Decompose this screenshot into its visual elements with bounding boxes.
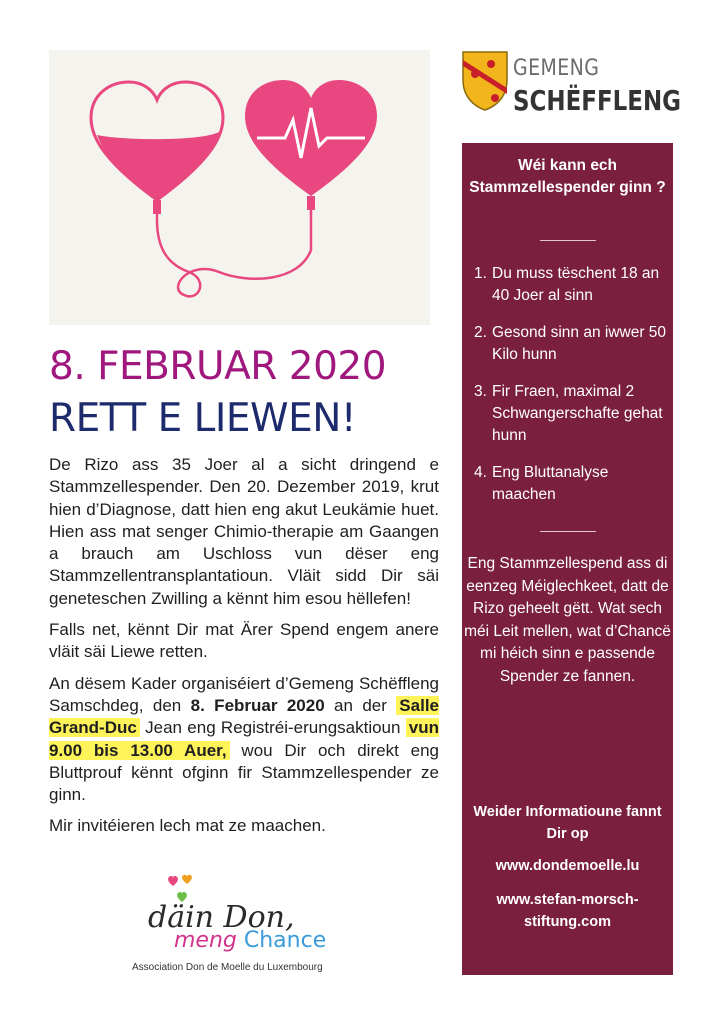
- body-paragraph-3: [49, 673, 439, 807]
- body-paragraph-4: Mir invitéieren lech mat ze maachen.: [49, 816, 326, 836]
- logo-word-chance: Chance: [243, 928, 327, 953]
- list-item: [474, 381, 669, 447]
- coat-of-arms-icon: [461, 50, 509, 112]
- hero-illustration: [49, 50, 430, 325]
- sidebar-paragraph: Eng Stammzellespend ass di eenzeg Méiglechkeet, datt de Rizo geheelt gëtt. Wat sech méi Leit mellen, wat d’Chancë mi héich sinn e passende Spender ze fannen.: [464, 555, 671, 685]
- body-paragraph-1: De Rizo ass 35 Joer al a sicht dringend e Stammzellespender. Den 20. Dezember 2019, krut hien d’Diagnose, datt hien eng akut Leukämie huet. Hien ass mat senger Chimio-therapie am Gaangen a brauch am Uschloss vun dëser eng Stammzellentransplantatioun. Vläit sidd Dir säi geneteschen Zwilling a kënnt him esou hëllefen!: [49, 455, 439, 608]
- p3-text-a: An dësem Kader organiséiert d’Gemeng Schëffleng Samschdeg, den: [49, 673, 439, 715]
- body-text: [49, 454, 439, 847]
- list-item-text: Gesond sinn an iwwer 50 Kilo hunn: [492, 324, 667, 363]
- commune-name-line2: SCHËFFLENG: [513, 84, 682, 117]
- requirements-list: [474, 263, 669, 521]
- info-heading: Weider Informatioune fannt Dir op: [473, 804, 662, 842]
- list-item: [474, 462, 669, 506]
- list-item-number: 3.: [474, 383, 487, 400]
- logo-text-line1: däin Don,: [148, 900, 295, 935]
- p3-text-c: Jean eng Registréi-erungsaktioun: [139, 718, 406, 738]
- divider: [540, 531, 596, 532]
- logo-text-line2: [174, 928, 326, 953]
- commune-logo: [461, 50, 682, 122]
- time-highlight: vun 9.00 bis 13.00 Auer,: [49, 718, 439, 760]
- info-sidebar: [462, 143, 673, 975]
- list-item-number: 1.: [474, 265, 487, 282]
- list-item-text: Eng Bluttanalyse maachen: [492, 464, 609, 503]
- association-logo: [132, 868, 362, 976]
- event-date-heading: 8. FEBRUAR 2020: [49, 344, 387, 389]
- sidebar-title: Wéi kann ech Stammzellespender ginn ?: [469, 157, 666, 196]
- headline: RETT E LIEWEN!: [49, 396, 357, 441]
- list-item-number: 2.: [474, 324, 487, 341]
- website-link-stefan-morsch[interactable]: www.stefan-morsch-stiftung.com: [496, 892, 639, 930]
- p3-text-d: wou Dir och direkt eng Bluttprouf kënnt ofginn fir Stammzellespender ze ginn.: [49, 740, 439, 805]
- list-item-number: 4.: [474, 464, 487, 481]
- website-link-dondemoelle[interactable]: www.dondemoelle.lu: [495, 858, 640, 874]
- p3-event-date: 8. Februar 2020: [190, 695, 325, 715]
- p3-text-b: an der: [324, 695, 397, 715]
- list-item-text: Fir Fraen, maximal 2 Schwangerschafte gehat hunn: [492, 383, 663, 444]
- venue-highlight: Salle Grand-Duc: [49, 695, 439, 738]
- divider: [540, 240, 596, 241]
- commune-name-line1: GEMENG: [513, 56, 600, 81]
- logo-word-meng: meng: [174, 928, 237, 953]
- association-caption: Association Don de Moelle du Luxembourg: [132, 962, 323, 973]
- list-item-text: Du muss tëschent 18 an 40 Joer al sinn: [492, 265, 660, 304]
- blood-hearts-illustration: [49, 50, 430, 325]
- list-item: [474, 322, 669, 366]
- body-paragraph-2: Falls net, kënnt Dir mat Ärer Spend engem anere vläit säi Liewe retten.: [49, 620, 439, 662]
- list-item: [474, 263, 669, 307]
